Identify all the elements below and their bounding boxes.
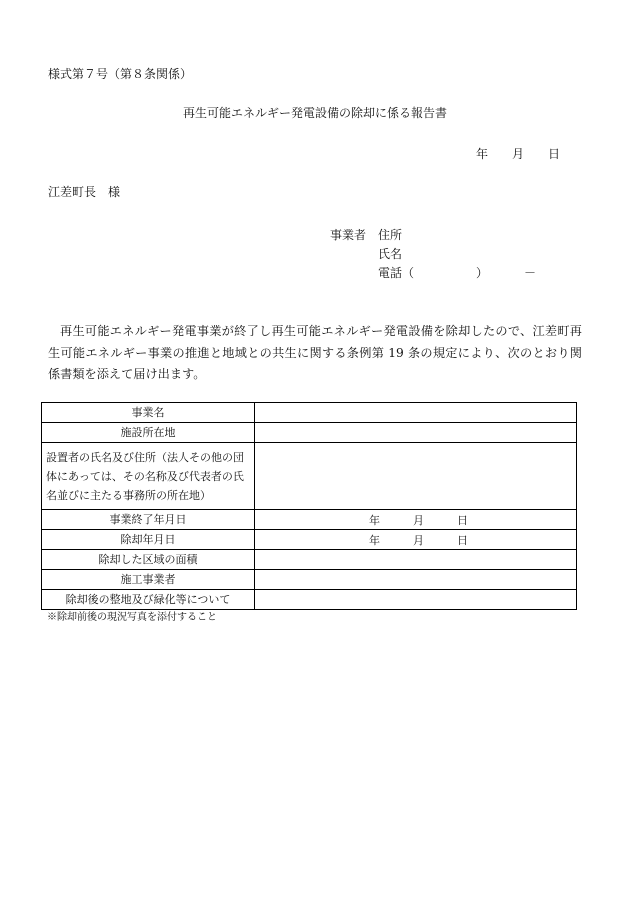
- table-row: [42, 570, 577, 590]
- row-label-installer-info: 設置者の氏名及び住所（法人その他の団体にあっては、その名称及び代表者の氏名並びに主たる事務所の所在地）: [42, 443, 255, 510]
- name-label: 氏名: [378, 247, 403, 261]
- row-label-removed-area: 除却した区域の面積: [42, 550, 255, 570]
- phone-dash: －: [524, 266, 537, 280]
- document-title: 再生可能エネルギー発電設備の除却に係る報告書: [182, 106, 447, 120]
- date-year-label: 年: [476, 147, 489, 161]
- row-label-project-name: 事業名: [42, 403, 255, 423]
- date-month-label: 月: [512, 147, 525, 161]
- date-day-label: 日: [548, 147, 561, 161]
- project-name-field[interactable]: [255, 403, 577, 423]
- address-label: 住所: [378, 228, 403, 242]
- installer-info-field[interactable]: [255, 443, 577, 510]
- row-label-facility-location: 施設所在地: [42, 423, 255, 443]
- phone-close-paren: ）: [476, 266, 489, 280]
- table-row: [42, 510, 577, 530]
- row-label-contractor: 施工事業者: [42, 570, 255, 590]
- table-row: [42, 530, 577, 550]
- table-row: [42, 403, 577, 423]
- site-restoration-field[interactable]: [255, 590, 577, 610]
- table-row: [42, 423, 577, 443]
- applicant-label: 事業者: [330, 228, 367, 242]
- end-date-day: 日: [457, 514, 468, 527]
- table-row: [42, 550, 577, 570]
- row-label-end-date: 事業終了年月日: [42, 510, 255, 530]
- end-date-field[interactable]: [255, 510, 577, 530]
- removal-date-month: 月: [413, 534, 424, 547]
- addressee: 江差町長 様: [48, 185, 121, 199]
- table-row: [42, 443, 577, 510]
- removal-date-year: 年: [369, 534, 380, 547]
- row-label-site-restoration: 除却後の整地及び緑化等について: [42, 590, 255, 610]
- phone-label: 電話（: [378, 266, 415, 280]
- row-label-removal-date: 除却年月日: [42, 530, 255, 550]
- contractor-field[interactable]: [255, 570, 577, 590]
- end-date-year: 年: [369, 514, 380, 527]
- removal-date-field[interactable]: [255, 530, 577, 550]
- body-paragraph: 再生可能エネルギー発電事業が終了し再生可能エネルギー発電設備を除却したので、江差町再生可能エネルギー事業の推進と地域との共生に関する条例第 19 条の規定により、次のとおり関係書類を添えて届け出ます。: [48, 324, 582, 381]
- removed-area-field[interactable]: [255, 550, 577, 570]
- form-number: 様式第７号（第８条関係）: [48, 67, 193, 81]
- report-table: [41, 402, 577, 610]
- end-date-month: 月: [413, 514, 424, 527]
- table-row: [42, 590, 577, 610]
- removal-date-day: 日: [457, 534, 468, 547]
- footnote: ※除却前後の現況写真を添付すること: [47, 612, 217, 623]
- facility-location-field[interactable]: [255, 423, 577, 443]
